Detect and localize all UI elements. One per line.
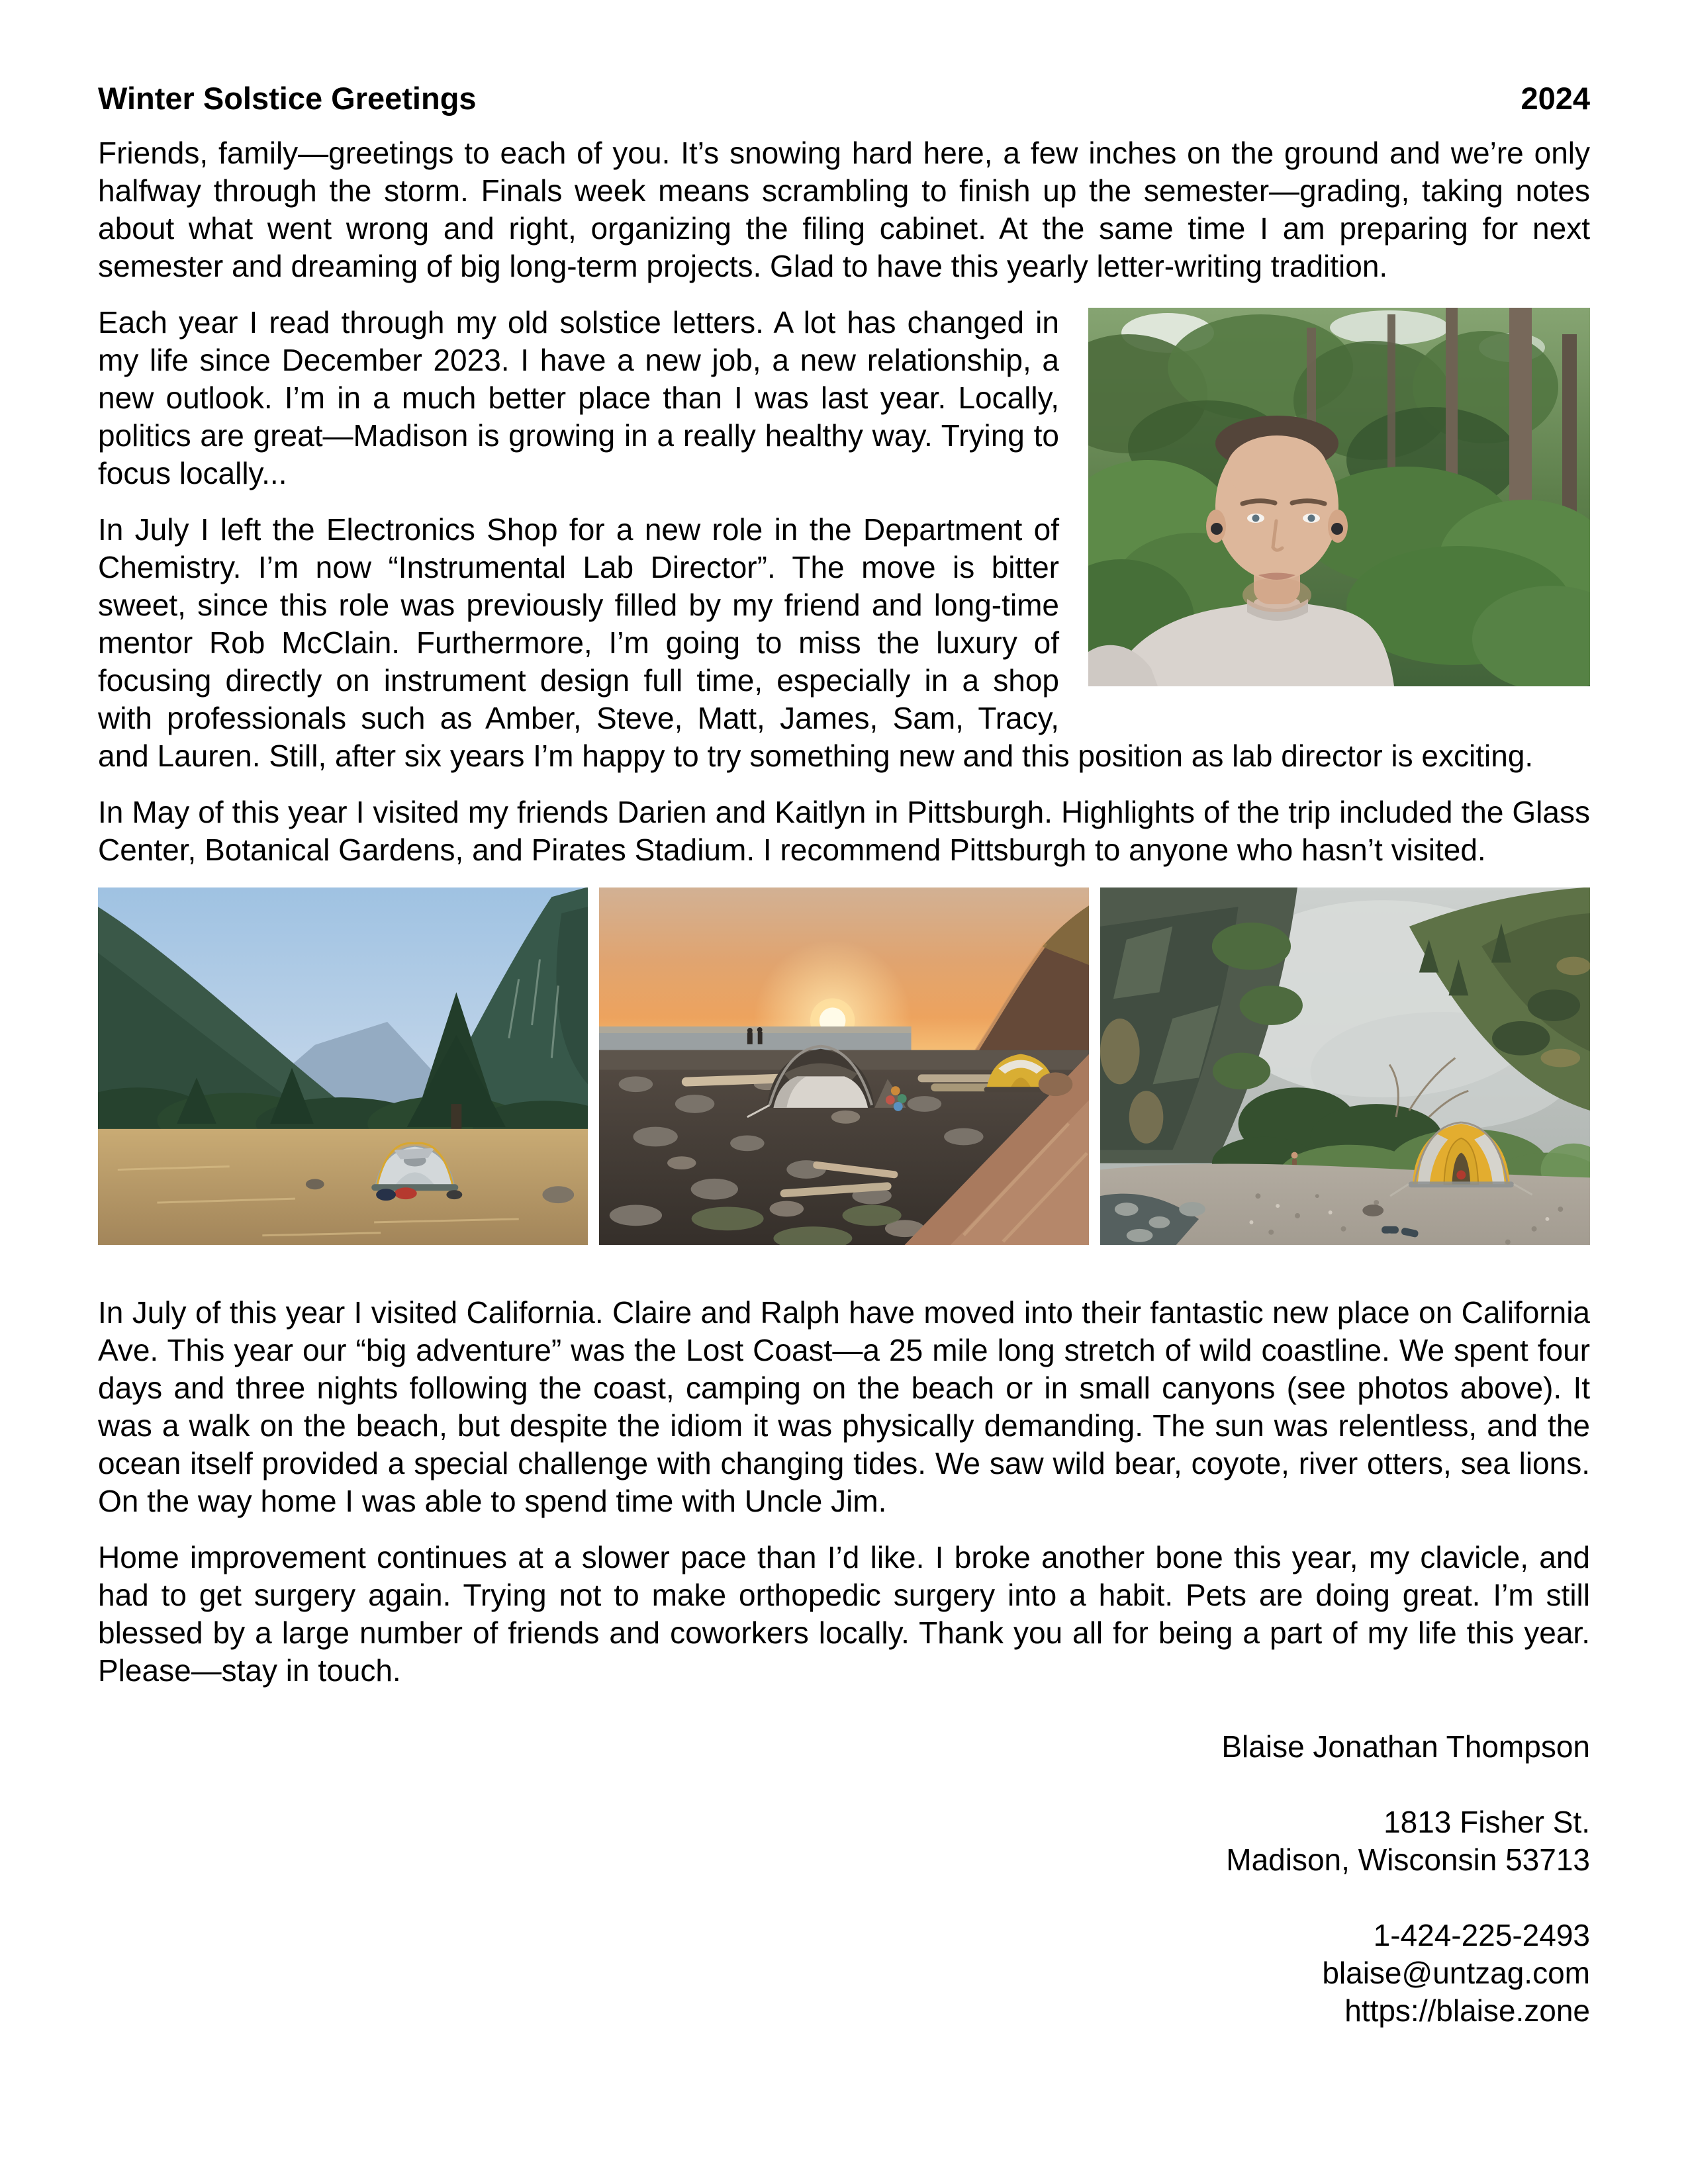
signature-address-street: 1813 Fisher St. bbox=[1383, 1805, 1590, 1839]
foggy-canyon-illustration bbox=[1100, 887, 1590, 1245]
signature-name: Blaise Jonathan Thompson bbox=[1221, 1729, 1590, 1764]
photo-sunset-beach bbox=[599, 887, 1089, 1245]
meadow-tent-illustration bbox=[98, 887, 588, 1245]
signature-address-city: Madison, Wisconsin 53713 bbox=[1226, 1843, 1590, 1877]
page-title: Winter Solstice Greetings bbox=[98, 81, 477, 116]
forest-selfie-illustration bbox=[1088, 308, 1590, 686]
photo-meadow-tent bbox=[98, 887, 588, 1245]
paragraph-pittsburgh: In May of this year I visited my friends Darien and Kaitlyn in Pittsburgh. Highlights of the trip included the Glass Center, Botanical Gardens, and Pirates Stadium. I recommend Pittsburgh to anyone who hasn’t visited. bbox=[98, 795, 1590, 867]
signature-email: blaise@untzag.com bbox=[1322, 1956, 1590, 1990]
paragraph-home: Home improvement continues at a slower pace than I’d like. I broke another bone this year, my clavicle, and had to get surgery again. Trying not to make orthopedic surgery into a habit. Pets are doing great. I’m still blessed by a large number of friends and coworkers locally. Thank you all for being a part of my life this year. Please—stay in touch. bbox=[98, 1540, 1590, 1688]
letter-year: 2024 bbox=[1521, 81, 1590, 116]
photo-forest-selfie bbox=[1088, 308, 1590, 686]
paragraph-intro: Friends, family—greetings to each of you. It’s snowing hard here, a few inches on the ground and we’re only halfway through the storm. Finals week means scrambling to finish up the semester—grading, taking notes about what went wrong and right, organizing the filing cabinet. At the same time I am preparing for next semester and dreaming of big long-term projects. Glad to have this yearly letter-writing tradition. bbox=[98, 136, 1590, 283]
photo-foggy-canyon bbox=[1100, 887, 1590, 1245]
photo-row bbox=[98, 887, 1590, 1245]
wrapped-text-section bbox=[98, 304, 1590, 794]
letter-header bbox=[98, 79, 1590, 117]
signature-website: https://blaise.zone bbox=[1344, 1993, 1590, 2028]
paragraph-california: In July of this year I visited California. Claire and Ralph have moved into their fantastic new place on California Ave. This year our “big adventure” was the Lost Coast—a 25 mile long stretch of wild coastline. We spent four days and three nights following the coast, camping on the beach or in small canyons (see photos above). It was a walk on the beach, but despite the idiom it was physically demanding. The sun was relentless, and the ocean itself provided a special challenge with changing tides. We saw wild bear, coyote, river otters, sea lions. On the way home I was able to spend time with Uncle Jim. bbox=[98, 1295, 1590, 1518]
signature-block bbox=[98, 1728, 1590, 2030]
signature-phone: 1-424-225-2493 bbox=[1373, 1918, 1590, 1952]
paragraph-year-review: Each year I read through my old solstice letters. A lot has changed in my life since December 2023. I have a new job, a new relationship, a new outlook. I’m in a much better place than I was last year. Locally, politics are great—Madison is growing in a really healthy way. Trying to focus locally... bbox=[98, 305, 1059, 490]
sunset-beach-illustration bbox=[599, 887, 1089, 1245]
paragraph-new-job: In July I left the Electronics Shop for a new role in the Department of Chemistry. I’m now “Instrumental Lab Director”. The move is bitter sweet, since this role was previously filled by my friend and long-time mentor Rob McClain. Furthermore, I’m going to miss the luxury of focusing directly on instrument design full time, especially in a shop with professionals such as Amber, Steve, Matt, James, Sam, Tracy, and Lauren. Still, after six years I’m happy to try something new and this position as lab director is exciting. bbox=[98, 512, 1534, 773]
